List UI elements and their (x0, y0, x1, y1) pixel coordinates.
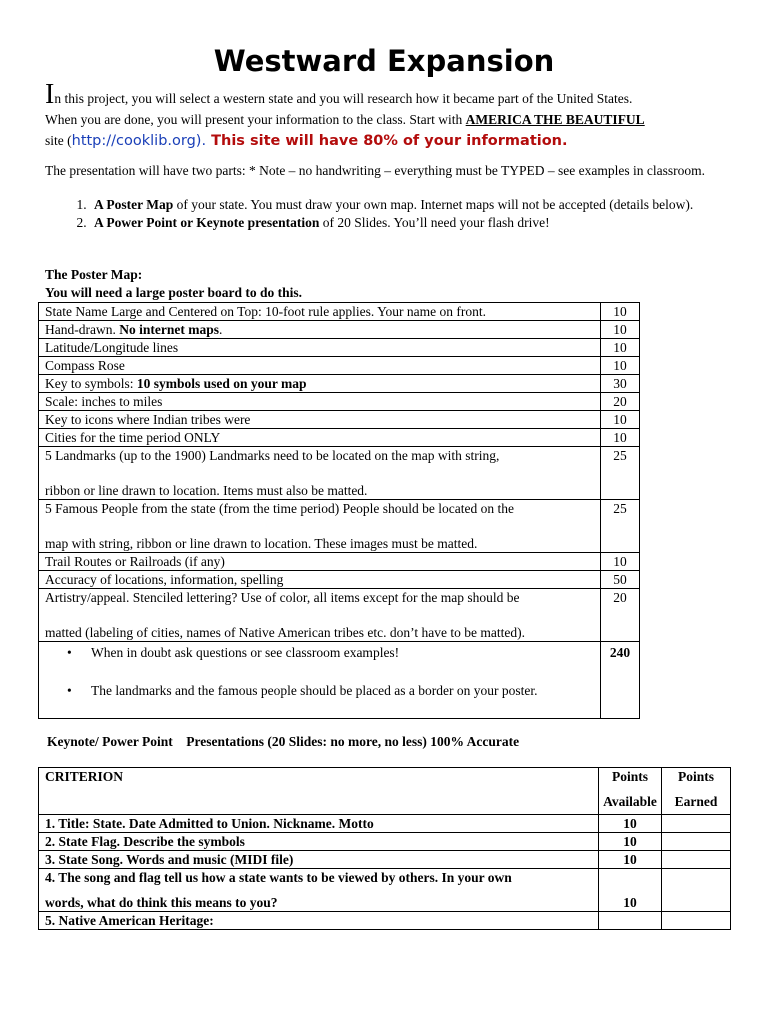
points-earned-cell[interactable] (662, 815, 731, 833)
table-row (39, 851, 731, 869)
row-text: Accuracy of locations, information, spelling (39, 571, 601, 589)
list-item (90, 215, 768, 232)
table-row (39, 321, 640, 339)
points-earned-cell[interactable] (662, 869, 731, 912)
row-points: 10 (601, 553, 640, 571)
criterion-header: CRITERION (39, 768, 599, 815)
row-points: 10 (601, 411, 640, 429)
criterion-points: 10 (599, 815, 662, 833)
row-text: Trail Routes or Railroads (if any) (39, 553, 601, 571)
criteria-table (38, 767, 731, 930)
poster-rubric-table (38, 302, 640, 719)
red-note: This site will have 80% of your information. (206, 133, 568, 149)
points-earned-cell[interactable] (662, 833, 731, 851)
table-row (39, 833, 731, 851)
table-row (39, 571, 640, 589)
notes-list (45, 644, 600, 700)
table-row (39, 589, 640, 642)
row-points: 30 (601, 375, 640, 393)
table-row (39, 411, 640, 429)
row-text: Latitude/Longitude lines (39, 339, 601, 357)
row-text: Key to icons where Indian tribes were (39, 411, 601, 429)
poster-heading-line-1: The Poster Map: (45, 267, 143, 282)
row-points: 10 (601, 303, 640, 321)
poster-heading-line-2: You will need a large poster board to do this. (45, 285, 303, 300)
table-header-row (39, 768, 731, 815)
row-points: 50 (601, 571, 640, 589)
keynote-heading: Keynote/ Power Point Presentations (20 Slides: no more, no less) 100% Accurate (47, 734, 520, 749)
intro-paragraph (45, 79, 735, 152)
presentation-intro: The presentation will have two parts: * Note – no handwriting – everything must be TYPED – see examples in classroom. (45, 163, 705, 178)
criterion-points: 10 (599, 833, 662, 851)
list-item-text: of 20 Slides. You’ll need your flash drive! (319, 214, 550, 230)
site-link[interactable]: http://cooklib.org). (71, 133, 207, 149)
table-row (39, 375, 640, 393)
criterion-text: 5. Native American Heritage: (39, 912, 599, 930)
criterion-points: 10 (599, 869, 662, 912)
site-word: site ( (45, 133, 72, 148)
row-text: 5 Landmarks (up to the 1900) Landmarks need to be located on the map with string, ribbon or line drawn to location. Items must also be matted. (39, 447, 601, 500)
list-item: • When in doubt ask questions or see classroom examples! (91, 644, 600, 662)
list-item: • The landmarks and the famous people should be placed as a border on your poster. (91, 682, 600, 700)
notes-cell (39, 642, 601, 719)
criterion-points (599, 912, 662, 930)
points-earned-cell[interactable] (662, 851, 731, 869)
table-row (39, 912, 731, 930)
table-row (39, 339, 640, 357)
table-row (39, 500, 640, 553)
row-points: 20 (601, 589, 640, 642)
criterion-text: 3. State Song. Words and music (MIDI file) (39, 851, 599, 869)
table-row (39, 553, 640, 571)
row-points: 25 (601, 500, 640, 553)
poster-total: 240 (601, 642, 640, 719)
table-row (39, 642, 640, 719)
poster-heading (45, 266, 302, 302)
points-earned-header: Points Earned (662, 768, 731, 815)
row-points: 10 (601, 339, 640, 357)
intro-line-1: n this project, you will select a western state and you will research how it became part of the United States. (54, 91, 633, 106)
table-row (39, 815, 731, 833)
list-item (90, 197, 768, 214)
criterion-text: 2. State Flag. Describe the symbols (39, 833, 599, 851)
row-points: 25 (601, 447, 640, 500)
list-item-bold: A Poster Map (94, 197, 174, 212)
table-row (39, 303, 640, 321)
points-earned-cell[interactable] (662, 912, 731, 930)
table-row (39, 357, 640, 375)
row-points: 20 (601, 393, 640, 411)
points-available-header: Points Available (599, 768, 662, 815)
list-item-bold: A Power Point or Keynote presentation (94, 214, 320, 230)
america-the-beautiful: AMERICA THE BEAUTIFUL (465, 112, 645, 127)
criterion-text: 1. Title: State. Date Admitted to Union. Nickname. Motto (39, 815, 599, 833)
row-text: Key to symbols: 10 symbols used on your map (39, 375, 601, 393)
criterion-text: 4. The song and flag tell us how a state wants to be viewed by others. In your own words, what do think this means to you? (39, 869, 599, 912)
presentation-parts-list (45, 197, 768, 232)
criterion-points: 10 (599, 851, 662, 869)
row-text: State Name Large and Centered on Top: 10-foot rule applies. Your name on front. (39, 303, 601, 321)
list-item-text: of your state. You must draw your own map. Internet maps will not be accepted (details below). (173, 197, 694, 212)
row-points: 10 (601, 357, 640, 375)
row-points: 10 (601, 321, 640, 339)
intro-line-2: When you are done, you will present your information to the class. Start with (45, 112, 466, 127)
row-text: Compass Rose (39, 357, 601, 375)
drop-cap: I (45, 79, 55, 110)
row-text: Hand-drawn. No internet maps. (39, 321, 601, 339)
table-row (39, 869, 731, 912)
row-text: Cities for the time period ONLY (39, 429, 601, 447)
table-row (39, 429, 640, 447)
row-text: Scale: inches to miles (39, 393, 601, 411)
row-points: 10 (601, 429, 640, 447)
page-title: Westward Expansion (213, 44, 555, 78)
row-text: 5 Famous People from the state (from the time period) People should be located on the map with string, ribbon or line drawn to location. These images must be matted. (39, 500, 601, 553)
row-text: Artistry/appeal. Stenciled lettering? Use of color, all items except for the map should be matted (labeling of cities, names of Native American tribes etc. don’t have to be matted). (39, 589, 601, 642)
table-row (39, 393, 640, 411)
table-row (39, 447, 640, 500)
